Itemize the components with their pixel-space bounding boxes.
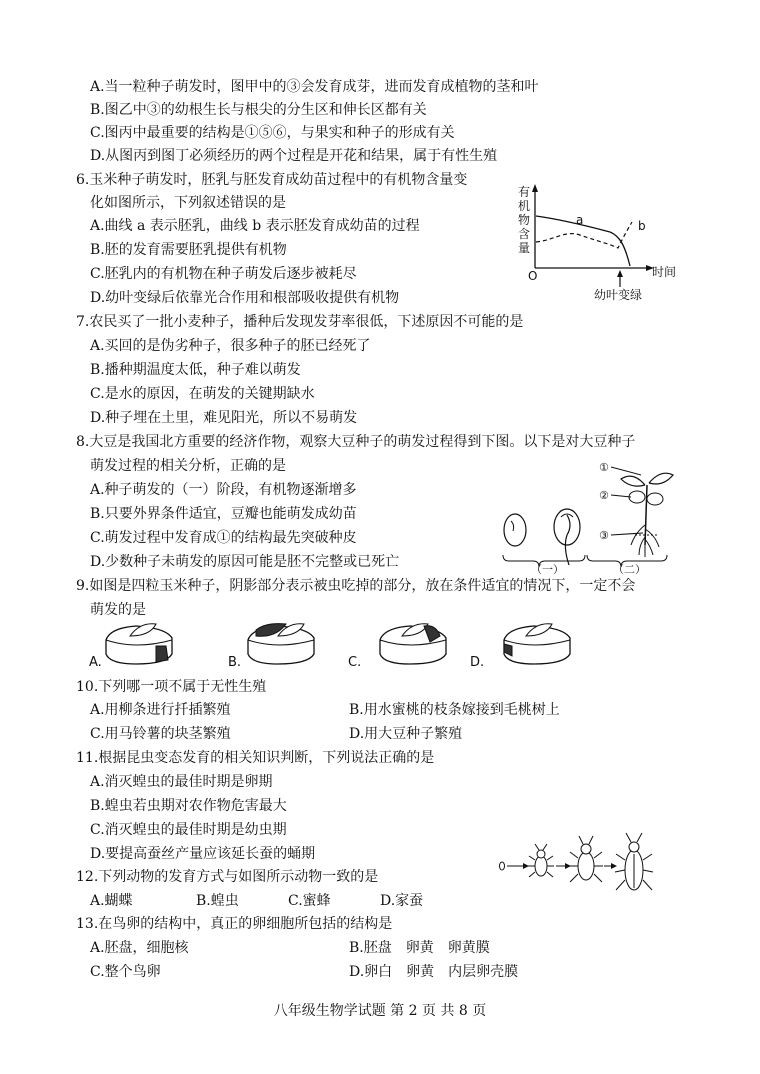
q9-stem-line1: 9.如图是四粒玉米种子，阴影部分表示被虫吃掉的部分，放在条件适宜的情况下，一定不会 [76, 578, 636, 594]
q12-stem: 12.下列动物的发育方式与如图所示动物一致的是 [76, 869, 379, 885]
figure-marker-3: ③ [599, 529, 609, 542]
q7-option-c: C.是水的原因，在萌发的关键期缺水 [90, 386, 315, 402]
pointer-2 [611, 495, 631, 497]
seed-label-a: A. [89, 655, 102, 670]
q5-option-b: B.图乙中③的幼根生长与根尖的分生区和伸长区都有关 [90, 102, 427, 118]
q10-option-c: C.用马铃薯的块茎繁殖 [90, 726, 231, 742]
graph-ylabel-3: 物 [518, 213, 531, 227]
cotyledon-left-icon [629, 491, 645, 503]
q11-stem: 11.根据昆虫变态发育的相关知识判断，下列说法正确的是 [76, 750, 435, 766]
q13-option-c: C.整个鸟卵 [90, 964, 161, 980]
figure-marker-1: ① [599, 461, 609, 474]
q9-corn-seeds-figure [86, 618, 676, 674]
graph-ylabel-1: 有 [518, 185, 531, 199]
leaf-left-icon [621, 476, 645, 486]
graph-y-arrow [532, 184, 538, 192]
pointer-1 [611, 467, 641, 475]
q7-stem: 7.农民买了一批小麦种子，播种后发现发芽率很低，下述原因不可能的是 [76, 314, 524, 330]
q10-option-a: A.用柳条进行扦插繁殖 [90, 702, 231, 718]
q13-option-a: A.胚盘，细胞核 [90, 940, 189, 956]
q8-option-b: B.只要外界条件适宜，豆瓣也能萌发成幼苗 [90, 506, 357, 522]
seed-hilum [511, 521, 514, 531]
corn-seed-c [380, 624, 446, 664]
q5-option-a: A.当一粒种子萌发时，图甲中的③会发育成芽，进而发育成植物的茎和叶 [90, 79, 539, 95]
q6-stem-line1: 6.玉米种子萌发时，胚乳与胚发育成幼苗过程中的有机物含量变 [76, 172, 468, 188]
q6-option-d: D.幼叶变绿后依靠光合作用和根部吸收提供有机物 [90, 290, 400, 306]
q11-option-b: B.蝗虫若虫期对农作物危害最大 [90, 798, 287, 814]
q13-option-b: B.胚盘 卵黄 卵黄膜 [349, 940, 490, 956]
seed-icon [504, 514, 526, 546]
leaf-right-icon [649, 473, 673, 484]
arrow-3-head [611, 863, 617, 869]
graph-arrow-label: 幼叶变绿 [594, 288, 643, 302]
q6-option-c: C.胚乳内的有机物在种子萌发后逐步被耗尽 [90, 266, 357, 282]
corn-seed-b [248, 624, 314, 664]
q13-option-d: D.卵白 卵黄 内层卵壳膜 [349, 964, 519, 980]
corn-seed-a [106, 624, 172, 664]
q12-option-d: D.家蚕 [380, 893, 424, 909]
graph-ylabel-2: 机 [518, 199, 531, 213]
q8-stem-line1: 8.大豆是我国北方重要的经济作物，观察大豆种子的萌发过程得到下图。以下是对大豆种子 [76, 434, 636, 450]
nymph-large-icon [569, 836, 603, 882]
q12-option-c: C.蜜蜂 [288, 893, 331, 909]
stem-icon [645, 485, 647, 545]
q8-soybean-germination-figure [495, 455, 700, 575]
stage-label-1: （一） [531, 563, 564, 576]
q7-option-a: A.买回的是伪劣种子，很多种子的胚已经死了 [90, 338, 371, 354]
seed-label-c: C. [348, 655, 362, 670]
pointer-3 [611, 533, 643, 535]
q6-stem-line2: 化如图所示，下列叙述错误的是 [90, 195, 286, 211]
nymph-small-icon [528, 844, 554, 877]
seed-label-b: B. [228, 655, 242, 670]
graph-xlabel: 时间 [652, 265, 677, 279]
q10-stem: 10.下列哪一项不属于无性生殖 [76, 679, 267, 695]
q11-option-d: D.要提高蚕丝产量应该延长蚕的蛹期 [90, 846, 316, 862]
seed-label-d: D. [470, 655, 485, 670]
q10-option-d: D.用大豆种子繁殖 [349, 726, 463, 742]
q8-option-a: A.种子萌发的（一）阶段，有机物逐渐增多 [90, 482, 357, 498]
stage-label-2: （二） [613, 563, 646, 576]
q12-option-a: A.蝴蝶 [90, 893, 133, 909]
q8-option-c: C.萌发过程中发育成①的结构最先突破种皮 [90, 530, 357, 546]
adult-insect-icon [615, 833, 653, 890]
graph-ylabel-5: 量 [518, 241, 531, 255]
egg-icon [500, 862, 505, 870]
q13-stem: 13.在鸟卵的结构中，真正的卵细胞所包括的结构是 [76, 916, 393, 932]
q8-stem-line2: 萌发过程的相关分析，正确的是 [90, 458, 286, 474]
q5-option-d: D.从图丙到图丁必须经历的两个过程是开花和结果，属于有性生殖 [90, 148, 498, 164]
q12-option-b: B.蝗虫 [196, 893, 239, 909]
q7-option-b: B.播种期温度太低，种子难以萌发 [90, 362, 301, 378]
q10-option-b: B.用水蜜桃的枝条嫁接到毛桃树上 [349, 702, 560, 718]
q8-option-d: D.少数种子未萌发的原因可能是胚不完整或已死亡 [90, 554, 400, 570]
q5-option-c: C.图丙中最重要的结构是①⑤⑥，与果实和种子的形成有关 [90, 125, 455, 141]
figure-marker-2: ② [599, 489, 609, 502]
graph-label-b: b [638, 219, 646, 233]
eaten-region-a [156, 646, 168, 662]
graph-arrow-head [617, 270, 623, 277]
corn-seed-d [504, 624, 570, 664]
cotyledon-right-icon [647, 493, 663, 505]
graph-label-a: a [576, 213, 584, 227]
q11-option-a: A.消灭蝗虫的最佳时期是卵期 [90, 774, 273, 790]
q6-option-b: B.胚的发育需要胚乳提供有机物 [90, 242, 287, 258]
q12-insect-lifecycle-figure [496, 832, 656, 896]
q6-organic-matter-graph [510, 180, 690, 305]
q6-option-a: A.曲线 a 表示胚乳，曲线 b 表示胚发育成幼苗的过程 [90, 218, 420, 234]
page-footer: 八年级生物学试题 第 2 页 共 8 页 [273, 1003, 487, 1019]
graph-origin: O [528, 269, 538, 283]
q11-option-c: C.消灭蝗虫的最佳时期是幼虫期 [90, 822, 287, 838]
graph-ylabel-4: 含 [518, 227, 531, 241]
radicle-icon [565, 515, 570, 565]
q7-option-d: D.种子埋在土里，难见阳光，所以不易萌发 [90, 410, 358, 426]
q9-stem-line2: 萌发的是 [90, 602, 146, 618]
